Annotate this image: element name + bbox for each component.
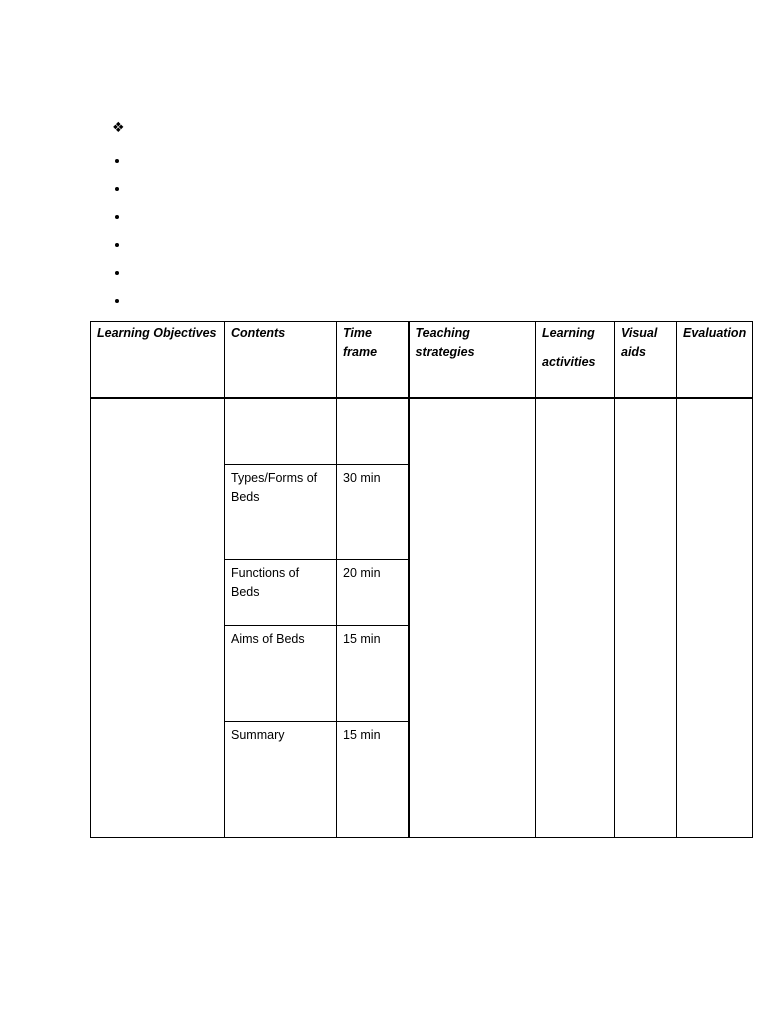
bullet-dot-6: [115, 299, 119, 303]
diamond-bullet-icon: ❖: [112, 120, 125, 136]
content-cell: [225, 398, 337, 464]
time-cell: [337, 398, 409, 464]
table-row: [91, 398, 753, 464]
time-cell: 15 min: [337, 721, 409, 837]
content-cell: Summary: [225, 721, 337, 837]
objectives-cell: [91, 398, 225, 837]
header-learning-activities: [536, 322, 615, 399]
bullet-dot-1: [115, 159, 119, 163]
header-visual-aids-line2: aids: [621, 345, 647, 359]
bullet-dot-2: [115, 187, 119, 191]
header-evaluation: Evaluation: [677, 322, 753, 399]
header-contents: Contents: [225, 322, 337, 399]
header-learning-activities-line1: Learning: [542, 326, 595, 340]
learning-activities-cell: [536, 398, 615, 837]
header-visual-aids-line1: Visual: [621, 326, 658, 340]
time-cell: 15 min: [337, 625, 409, 721]
header-learning-activities-line2: activities: [542, 355, 596, 369]
evaluation-cell: [677, 398, 753, 837]
header-time-frame-line2: frame: [343, 345, 378, 359]
lesson-plan-table: [90, 321, 753, 838]
header-learning-objectives: Learning Objectives: [91, 322, 225, 399]
header-visual-aids: [615, 322, 677, 399]
content-cell: Types/Forms of Beds: [225, 464, 337, 559]
header-time-frame-line1: Time: [343, 326, 372, 340]
time-cell: 30 min: [337, 464, 409, 559]
teaching-strategies-cell: [409, 398, 536, 837]
table-header-row: [91, 322, 753, 399]
header-time-frame: [337, 322, 409, 399]
bullet-dot-3: [115, 215, 119, 219]
content-cell: Functions of Beds: [225, 559, 337, 625]
visual-aids-cell: [615, 398, 677, 837]
time-cell: 20 min: [337, 559, 409, 625]
bullet-dot-4: [115, 243, 119, 247]
header-teaching-strategies: Teaching strategies: [409, 322, 536, 399]
content-cell: Aims of Beds: [225, 625, 337, 721]
bullet-dot-5: [115, 271, 119, 275]
